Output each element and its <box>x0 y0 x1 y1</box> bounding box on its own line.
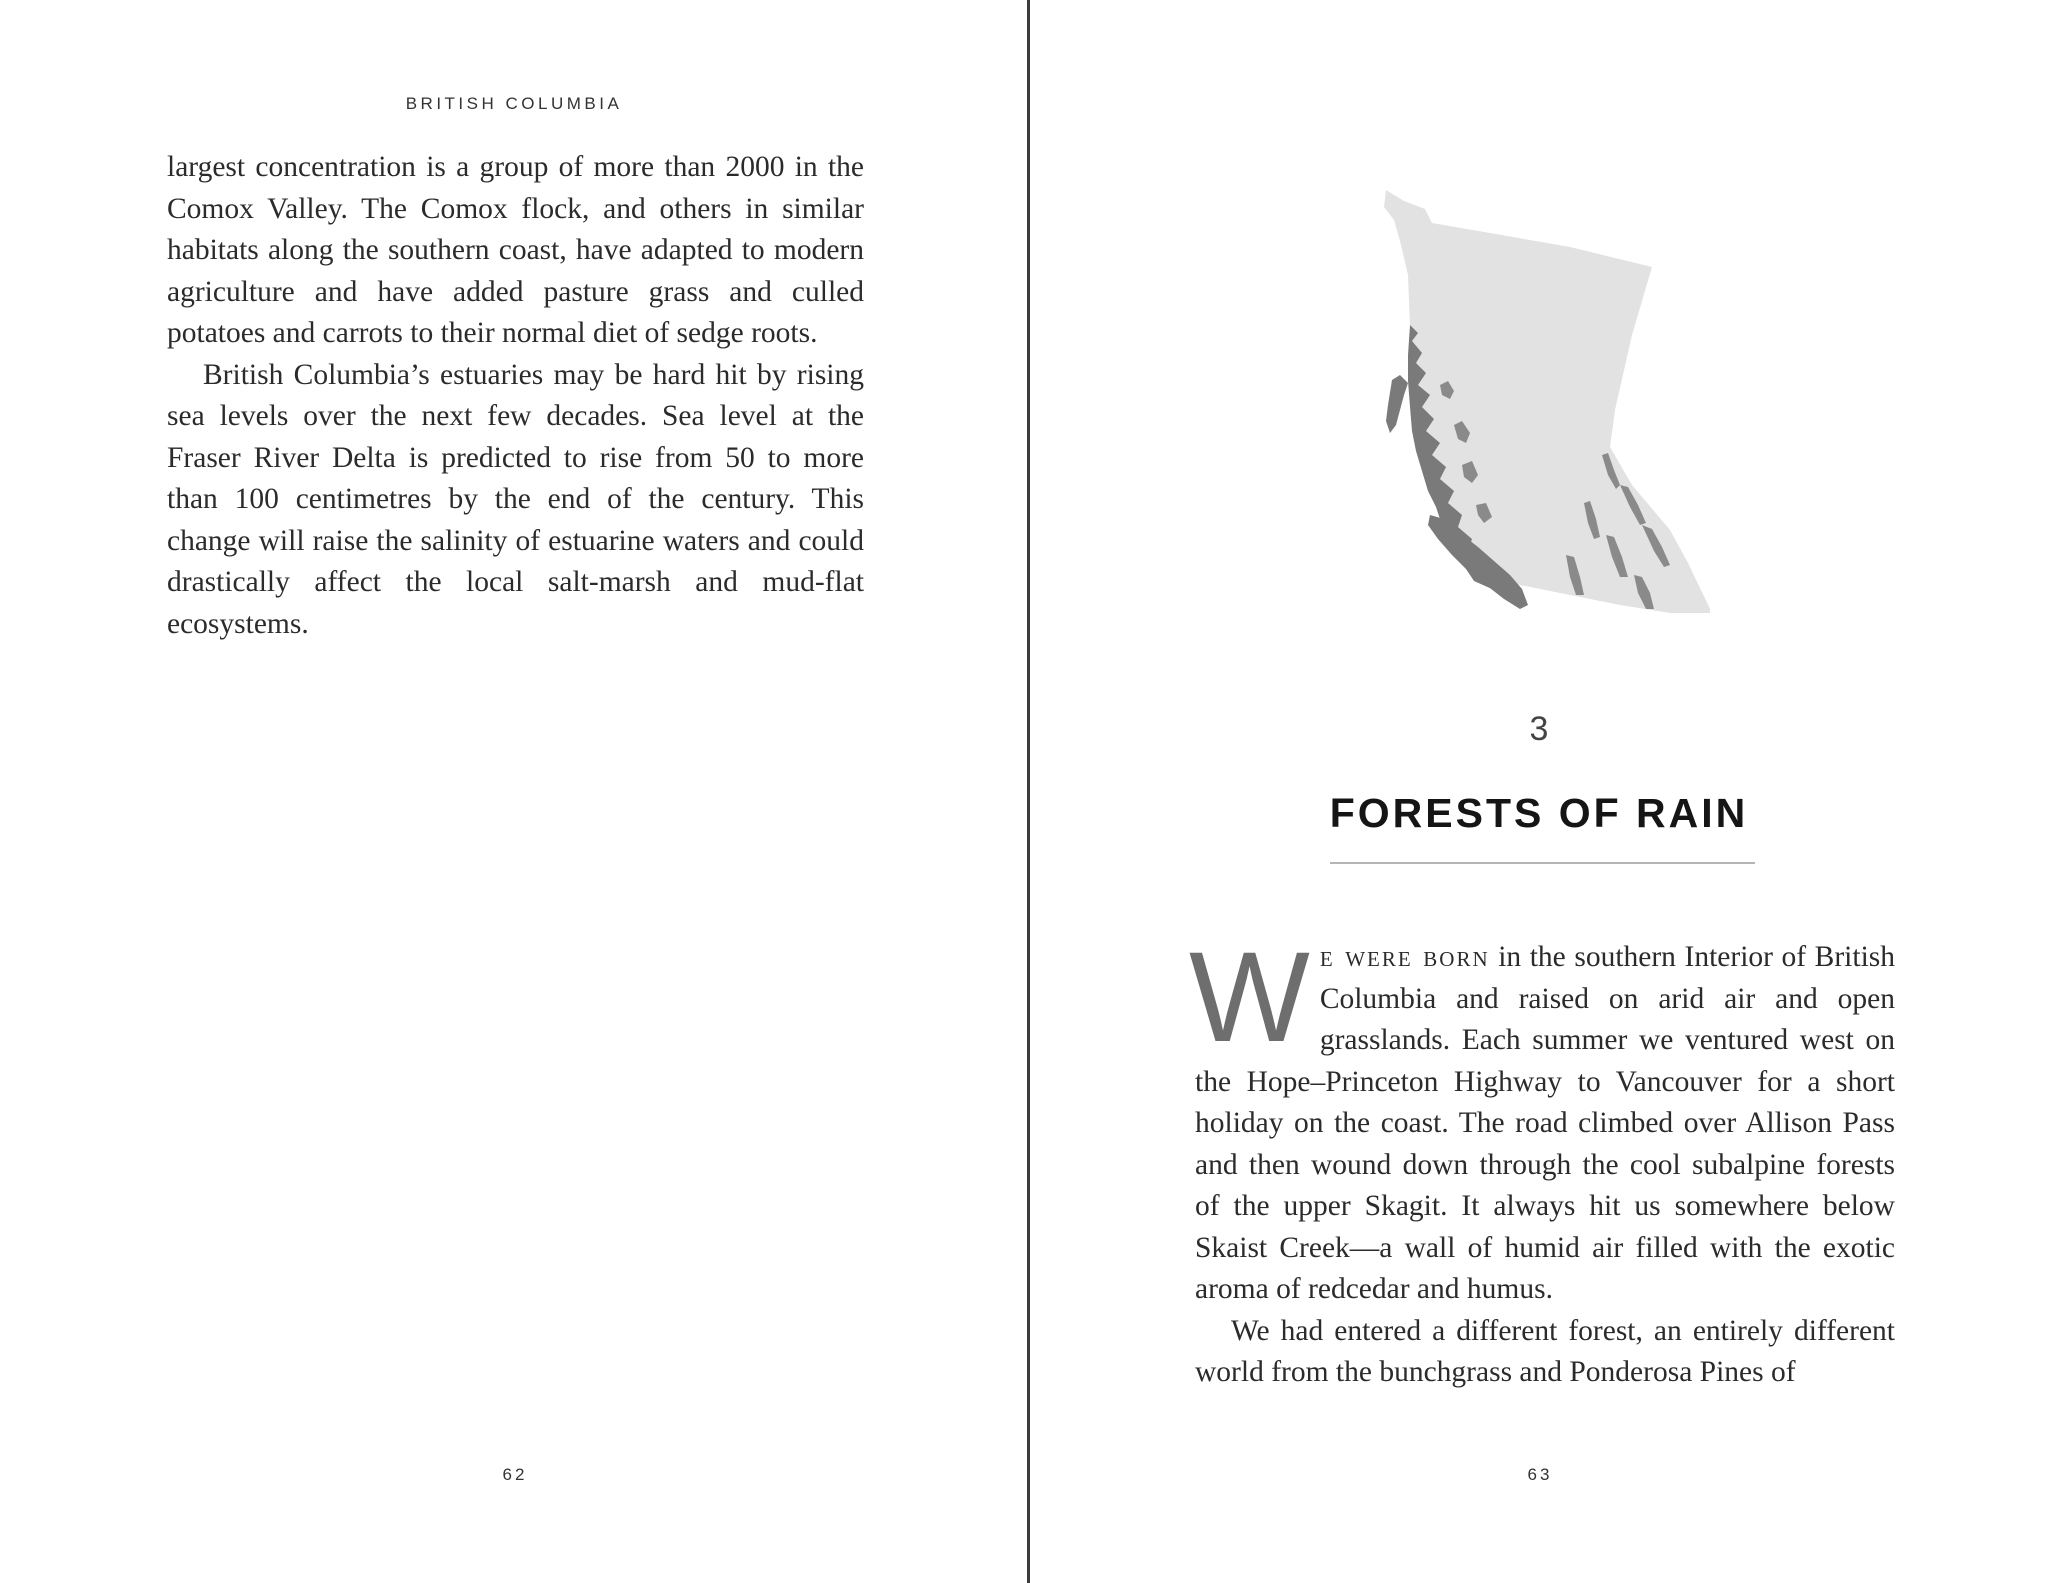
page-number-right: 63 <box>1527 1465 1553 1484</box>
british-columbia-map <box>1370 185 1710 620</box>
drop-cap: W <box>1189 926 1310 1069</box>
map-haida-gwaii <box>1386 375 1408 433</box>
running-head: BRITISH COLUMBIA <box>405 94 623 113</box>
paragraph: We had entered a different forest, an entirely different world from the bunchgrass and Ponderosa Pines of <box>1195 1314 1895 1388</box>
paragraph-text: in the southern Interior of British Columbia and raised on arid air and open grasslands. Each summer we ventured west on the Hope–Princeton Highway to Vancouver for a short holiday on the coast. The road climbed over Allison Pass and then wound down through the cool subalpine forests of the upper Skagit. It always hit us somewhere below Skaist Creek—a wall of humid air filled with the exotic aroma of redcedar and humus. <box>1195 941 1895 1305</box>
page-number-left: 62 <box>502 1465 528 1484</box>
paragraph: largest concentration is a group of more than 2000 in the Comox Valley. The Comox flock, and others in similar habitats along the southern coast, have adapted to modern agriculture and have added pasture grass and culled potatoes and carrots to their normal diet of sedge roots. <box>167 151 864 349</box>
title-rule <box>1330 862 1755 864</box>
left-page-body <box>167 147 864 645</box>
paragraph: British Columbia’s estuaries may be hard hit by rising sea levels over the next few decades. Sea level at the Fraser River Delta is predicted to rise from 50 to more than 100 centimetres by the end of the century. This change will raise the salinity of estuarine waters and could drastically affect the local salt-marsh and mud-flat ecosystems. <box>167 358 864 640</box>
lead-in-smallcaps: e were born <box>1319 941 1490 973</box>
right-page-body <box>1189 926 1895 1394</box>
chapter-number: 3 <box>1529 710 1549 748</box>
map-illustration <box>1370 185 1710 620</box>
chapter-title: FORESTS OF RAIN <box>1329 790 1749 836</box>
paragraph <box>1189 926 1895 1311</box>
